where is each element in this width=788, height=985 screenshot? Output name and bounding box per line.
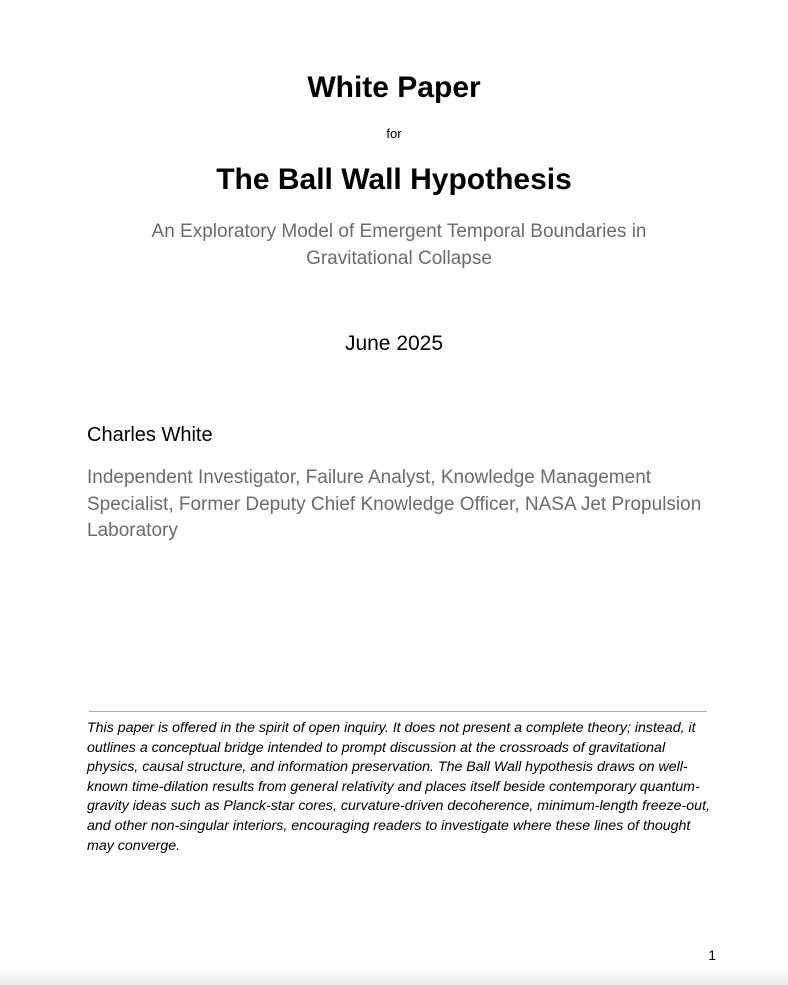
author-name: Charles White bbox=[87, 424, 213, 446]
for-label: for bbox=[386, 126, 402, 141]
section-divider bbox=[89, 711, 707, 712]
paper-title: The Ball Wall Hypothesis bbox=[216, 163, 572, 196]
paper-subtitle: An Exploratory Model of Emergent Temporal Boundaries in Gravitational Collapse bbox=[151, 221, 647, 269]
page-number: 1 bbox=[708, 947, 716, 963]
abstract-paragraph: This paper is offered in the spirit of open inquiry. It does not present a complete theory; instead, it outlines a conceptual bridge intended to prompt discussion at the crossroads of gravitational physics, causal structure, and information preservation. The Ball Wall hypothesis draws on well-known time-dilation results from general relativity and places itself beside contemporary quantum-gravity ideas such as Planck-star cores, curvature-driven decoherence, minimum-length freeze-out, and other non-singular interiors, encouraging readers to investigate where these lines of thought may converge. bbox=[87, 720, 710, 854]
publication-date: June 2025 bbox=[344, 332, 444, 355]
author-affiliation: Independent Investigator, Failure Analyst, Knowledge Management Specialist, Former Deputy Chief Knowledge Officer, NASA Jet Propulsion Laboratory bbox=[87, 467, 702, 541]
page-bottom-shadow bbox=[0, 966, 788, 985]
document-type-heading: White Paper bbox=[307, 71, 481, 104]
